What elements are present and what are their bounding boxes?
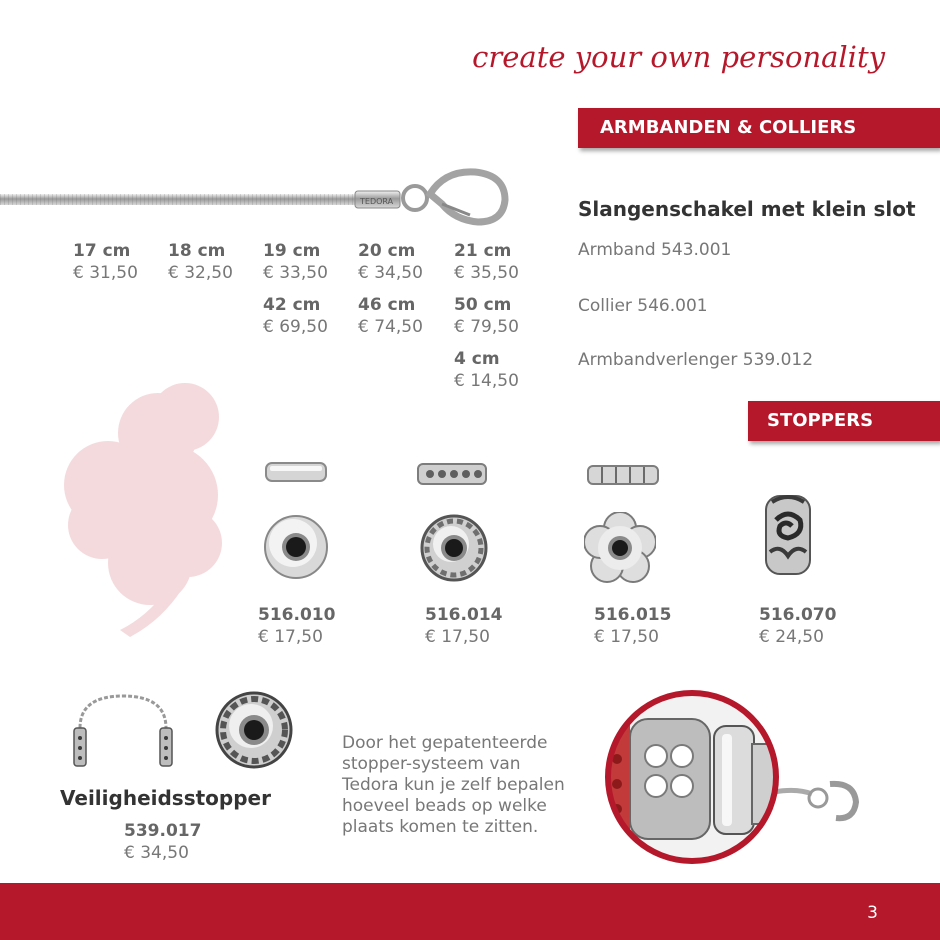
stopper-516015-side-image bbox=[586, 464, 660, 486]
chain-title: Slangenschakel met klein slot bbox=[578, 197, 916, 221]
chain-armband-line: Armband 543.001 bbox=[578, 240, 732, 260]
size-label: 4 cm bbox=[454, 349, 500, 369]
banner-stoppers: STOPPERS bbox=[748, 401, 940, 441]
stopper-516014-image bbox=[420, 514, 488, 582]
safety-stopper-bead-image bbox=[214, 690, 294, 770]
clover-watermark bbox=[50, 375, 265, 640]
size-price: € 31,50 bbox=[73, 263, 138, 283]
safety-stopper-code: 539.017 bbox=[124, 821, 202, 841]
safety-chain-image bbox=[68, 688, 178, 770]
safety-stopper-price: € 34,50 bbox=[124, 843, 189, 863]
chain-verlenger-line: Armbandverlenger 539.012 bbox=[578, 350, 814, 370]
stopper-price: € 17,50 bbox=[258, 627, 323, 647]
size-label: 21 cm bbox=[454, 241, 512, 261]
stopper-516010-side-image bbox=[264, 461, 328, 483]
size-cell bbox=[454, 294, 519, 338]
clasp-brand-text: TEDORA bbox=[360, 197, 394, 206]
stopper-price: € 17,50 bbox=[594, 627, 659, 647]
description-line: plaats komen te zitten. bbox=[342, 817, 539, 837]
banner-armbanden: ARMBANDEN & COLLIERS bbox=[578, 108, 940, 148]
stopper-516070-label bbox=[759, 604, 836, 648]
stopper-516015-label bbox=[594, 604, 671, 648]
size-price: € 34,50 bbox=[358, 263, 423, 283]
stopper-516015-image bbox=[584, 512, 656, 584]
stopper-code: 516.010 bbox=[258, 605, 336, 625]
page-number: 3 bbox=[867, 903, 878, 923]
stopper-516010-label bbox=[258, 604, 335, 648]
size-price: € 32,50 bbox=[168, 263, 233, 283]
description-line: hoeveel beads op welke bbox=[342, 796, 547, 816]
stopper-price: € 24,50 bbox=[759, 627, 824, 647]
size-cell bbox=[454, 240, 519, 284]
description-line: Door het gepatenteerde bbox=[342, 733, 548, 753]
bracelet-detail-photo bbox=[602, 684, 864, 870]
stopper-code: 516.015 bbox=[594, 605, 672, 625]
stopper-516014-side-image bbox=[416, 462, 488, 486]
tagline: create your own personality bbox=[472, 40, 885, 74]
size-cell bbox=[73, 240, 138, 284]
size-price: € 35,50 bbox=[454, 263, 519, 283]
size-price: € 14,50 bbox=[454, 371, 519, 391]
stopper-516010-image bbox=[263, 514, 329, 580]
size-cell bbox=[263, 294, 328, 338]
size-cell bbox=[454, 348, 519, 392]
chain-collier-line: Collier 546.001 bbox=[578, 296, 708, 316]
size-cell bbox=[168, 240, 233, 284]
safety-stopper-label bbox=[124, 820, 201, 864]
size-cell bbox=[263, 240, 328, 284]
size-cell bbox=[358, 294, 423, 338]
stopper-516014-label bbox=[425, 604, 502, 648]
size-price: € 74,50 bbox=[358, 317, 423, 337]
size-cell bbox=[358, 240, 423, 284]
size-label: 18 cm bbox=[168, 241, 226, 261]
size-label: 50 cm bbox=[454, 295, 512, 315]
size-label: 17 cm bbox=[73, 241, 131, 261]
stopper-code: 516.014 bbox=[425, 605, 503, 625]
size-label: 46 cm bbox=[358, 295, 416, 315]
stopper-system-description bbox=[342, 733, 592, 838]
stopper-516070-image bbox=[760, 490, 816, 580]
safety-stopper-title: Veiligheidsstopper bbox=[60, 786, 271, 810]
description-line: Tedora kun je zelf bepalen bbox=[342, 775, 565, 795]
size-label: 20 cm bbox=[358, 241, 416, 261]
size-price: € 33,50 bbox=[263, 263, 328, 283]
size-price: € 79,50 bbox=[454, 317, 519, 337]
size-label: 19 cm bbox=[263, 241, 321, 261]
stopper-code: 516.070 bbox=[759, 605, 837, 625]
snake-chain-image bbox=[0, 160, 520, 230]
size-price: € 69,50 bbox=[263, 317, 328, 337]
description-line: stopper-systeem van bbox=[342, 754, 521, 774]
size-label: 42 cm bbox=[263, 295, 321, 315]
stopper-price: € 17,50 bbox=[425, 627, 490, 647]
footer-bar bbox=[0, 883, 940, 940]
